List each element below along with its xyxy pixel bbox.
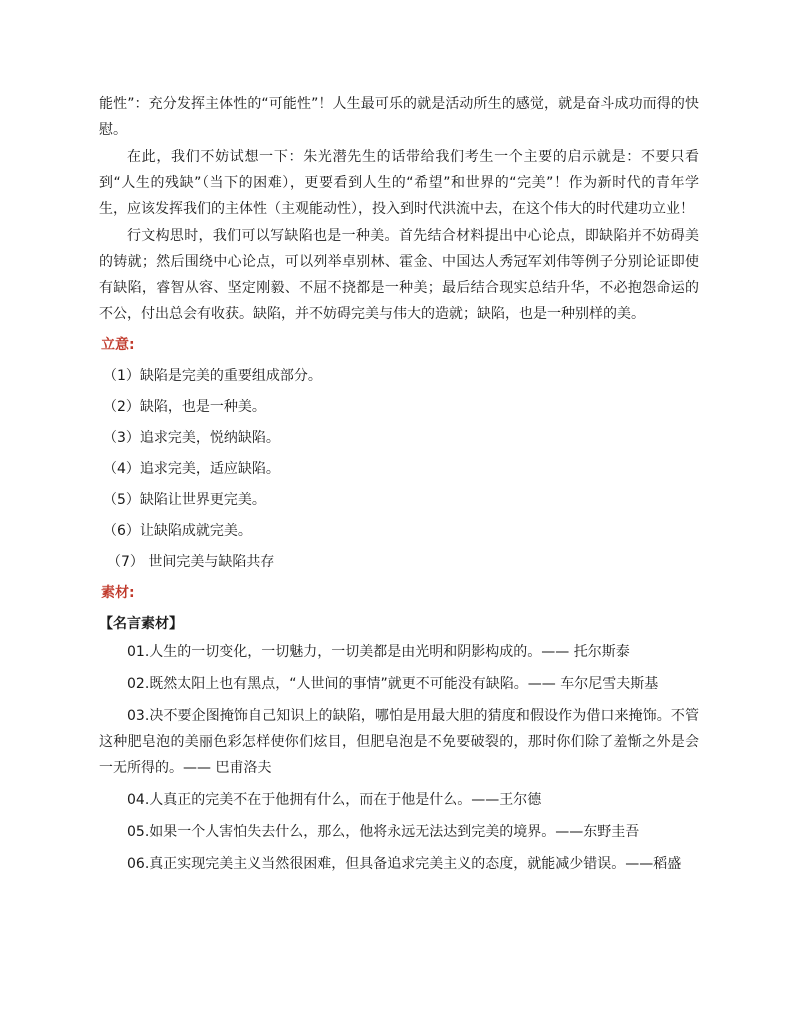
liyi-heading: 立意: <box>101 337 135 353</box>
quotes-subheading: 【名言素材】 <box>99 616 183 632</box>
quote-item-4: 04.人真正的完美不在于他拥有什么，而在于他是什么。——王尔德 <box>127 792 542 808</box>
liyi-list <box>99 363 699 575</box>
paragraph-continuation: 能性”：充分发挥主体性的“可能性”！人生最可乐的就是活动所生的感觉，就是奋斗成功而得的快慰。 <box>99 96 699 138</box>
quote-item-2: 02.既然太阳上也有黑点，“人世间的事情”就更不可能没有缺陷。—— 车尔尼雪夫斯基 <box>127 676 659 692</box>
liyi-item-5: （5）缺陷让世界更完美。 <box>103 492 266 508</box>
quote-item-6: 06.真正实现完美主义当然很困难，但具备追求完美主义的态度，就能减少错误。——稻盛 <box>127 856 682 872</box>
liyi-item-7: （7） 世间完美与缺陷共存 <box>107 554 275 570</box>
liyi-item-3: （3）追求完美，悦纳缺陷。 <box>103 430 280 446</box>
liyi-item-2: （2）缺陷，也是一种美。 <box>103 399 266 415</box>
quote-item-5: 05.如果一个人害怕失去什么，那么，他将永远无法达到完美的境界。——东野圭吾 <box>127 824 640 840</box>
quote-item-1: 01.人生的一切变化，一切魅力，一切美都是由光明和阴影构成的。—— 托尔斯泰 <box>127 644 630 660</box>
liyi-item-4: （4）追求完美，适应缺陷。 <box>103 461 280 477</box>
quote-list <box>99 639 699 877</box>
quote-item-3: 03.决不要企图掩饰自己知识上的缺陷，哪怕是用最大胆的猜度和假设作为借口来掩饰。不管这种肥皂泡的美丽色彩怎样使你们炫目，但肥皂泡是不免要破裂的，那时你们除了羞惭之外是会一无所得的。—— 巴甫洛夫 <box>99 708 699 776</box>
paragraph-conception: 行文构思时，我们可以写缺陷也是一种美。首先结合材料提出中心论点，即缺陷并不妨碍美的铸就；然后围绕中心论点，可以列举卓别林、霍金、中国达人秀冠军刘伟等例子分别论证即使有缺陷，睿智从容、坚定刚毅、不屈不挠都是一种美；最后结合现实总结升华，不必抱怨命运的不公，付出总会有收获。缺陷，并不妨碍完美与伟大的造就；缺陷，也是一种别样的美。 <box>99 228 699 322</box>
paragraph-inspiration: 在此，我们不妨试想一下：朱光潜先生的话带给我们考生一个主要的启示就是：不要只看到“人生的残缺”（当下的困难），更要看到人生的“希望”和世界的“完美”！作为新时代的青年学生，应该发挥我们的主体性（主观能动性），投入到时代洪流中去，在这个伟大的时代建功立业！ <box>99 149 699 217</box>
liyi-item-1: （1）缺陷是完美的重要组成部分。 <box>103 368 322 384</box>
liyi-item-6: （6）让缺陷成就完美。 <box>103 523 252 539</box>
sucai-heading: 素材: <box>101 585 135 601</box>
document-body <box>99 91 699 883</box>
